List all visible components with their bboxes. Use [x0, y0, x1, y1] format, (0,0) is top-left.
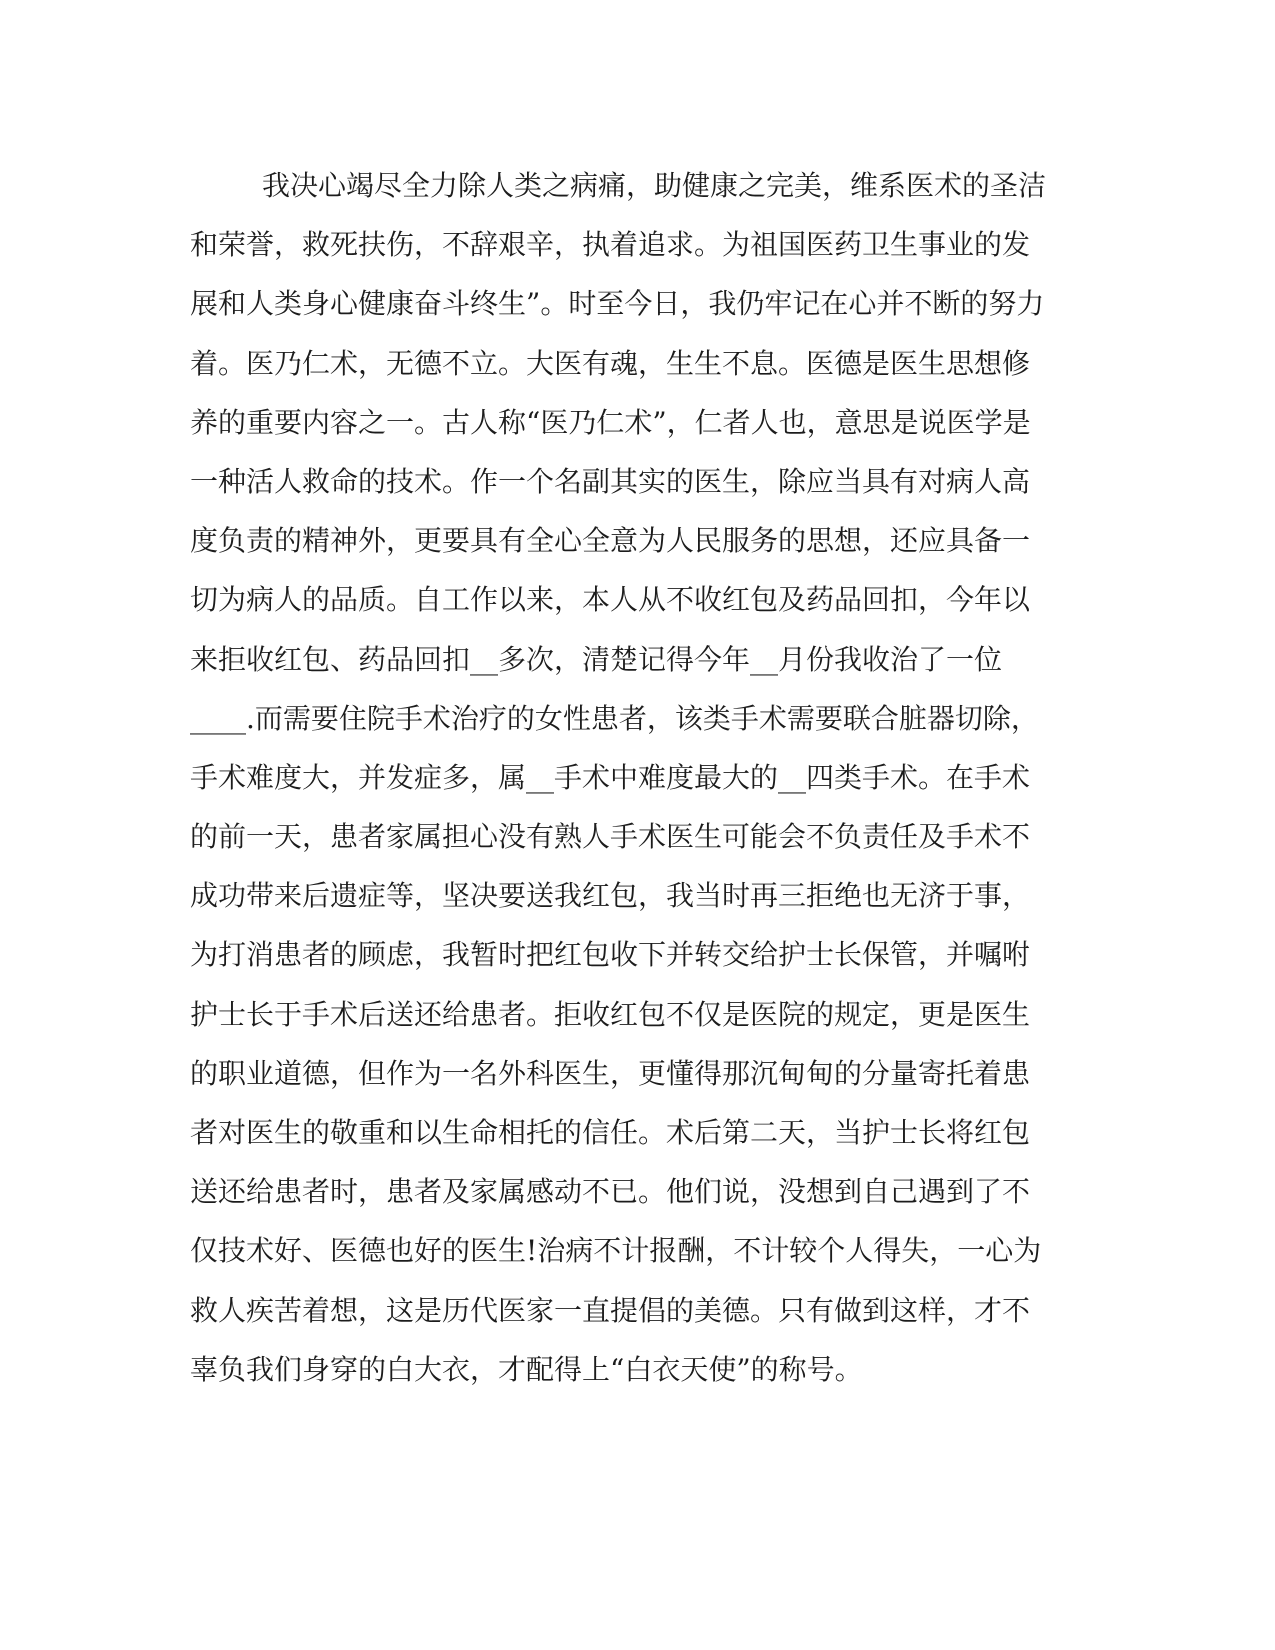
text-line: 一种活人救命的技术。作一个名副其实的医生，除应当具有对病人高: [190, 464, 1031, 498]
text-line: 来拒收红包、药品回扣__多次，清楚记得今年__月份我收治了一位: [190, 642, 1003, 676]
text-line: 护士长于手术后送还给患者。拒收红包不仅是医院的规定，更是医生: [190, 997, 1031, 1031]
text-line: 我决心竭尽全力除人类之病痛，助健康之完美，维系医术的圣洁: [262, 169, 1047, 202]
text-line: 成功带来后遗症等，坚决要送我红包，我当时再三拒绝也无济于事，: [190, 879, 1031, 913]
text-line: 展和人类身心健康奋斗终生”。时至今日，我仍牢记在心并不断的努力: [190, 287, 1045, 321]
text-line: 仅技术好、医德也好的医生!治病不计报酬，不计较个人得失，一心为: [190, 1234, 1042, 1268]
text-line: 切为病人的品质。自工作以来，本人从不收红包及药品回扣，今年以: [190, 583, 1031, 617]
text-line: 度负责的精神外，更要具有全心全意为人民服务的思想，还应具备一: [190, 524, 1031, 558]
text-line: 的职业道德，但作为一名外科医生，更懂得那沉甸甸的分量寄托着患: [190, 1056, 1031, 1090]
text-line: 送还给患者时，患者及家属感动不已。他们说，没想到自己遇到了不: [190, 1175, 1031, 1209]
text-line: 养的重要内容之一。古人称“医乃仁术”，仁者人也，意思是说医学是: [190, 405, 1031, 439]
text-line: 的前一天，患者家属担心没有熟人手术医生可能会不负责任及手术不: [190, 820, 1031, 854]
text-line: ____.而需要住院手术治疗的女性患者，该类手术需要联合脏器切除，: [190, 701, 1039, 735]
text-line: 着。医乃仁术，无德不立。大医有魂，生生不息。医德是医生思想修: [190, 346, 1031, 380]
text-line: 辜负我们身穿的白大衣，才配得上“白衣天使”的称号。: [190, 1352, 863, 1386]
text-line: 救人疾苦着想，这是历代医家一直提倡的美德。只有做到这样，才不: [190, 1293, 1031, 1327]
text-line: 和荣誉，救死扶伤，不辞艰辛，执着追求。为祖国医药卫生事业的发: [190, 228, 1031, 262]
text-line: 手术难度大，并发症多，属__手术中难度最大的__四类手术。在手术: [190, 760, 1031, 794]
text-line: 者对医生的敬重和以生命相托的信任。术后第二天，当护士长将红包: [190, 1116, 1031, 1149]
body-paragraph: [190, 163, 1090, 1406]
text-line: 为打消患者的顾虑，我暂时把红包收下并转交给护士长保管，并嘱咐: [190, 938, 1031, 972]
